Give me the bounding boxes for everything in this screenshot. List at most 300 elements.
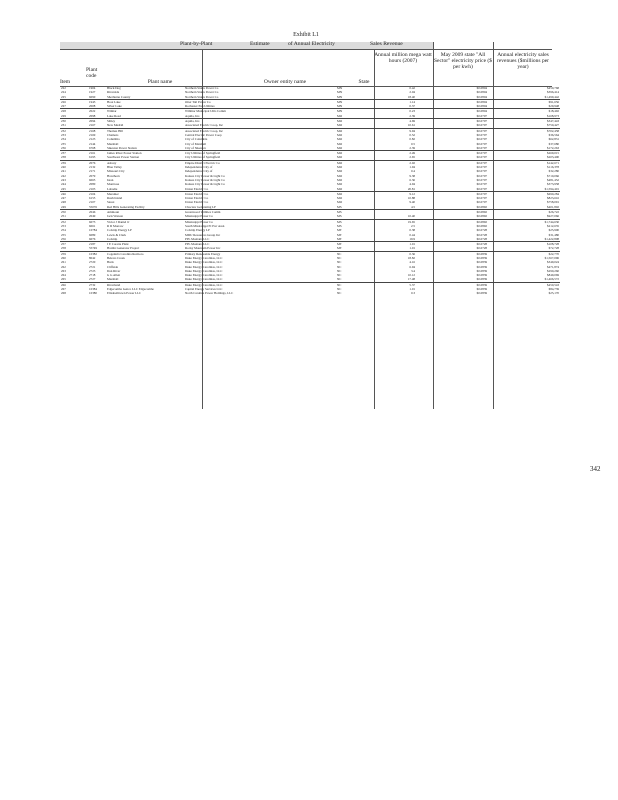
cell-item: 244 (61, 182, 66, 187)
cell-price: $0.0707 (416, 119, 488, 124)
cell-price: $0.0804 (416, 109, 488, 114)
cell-mwh: 0.36 (356, 251, 416, 256)
cell-owner: PPL Montana LLC (185, 236, 210, 241)
cell-owner: Northern States Power Co (185, 94, 219, 99)
cell-price: $0.0728 (476, 246, 487, 251)
cell-plant: New Madrid (107, 123, 124, 128)
cell-rev: $401,802 (547, 204, 559, 209)
cell-code: 2008 (89, 104, 96, 109)
cell-state: MT (337, 228, 342, 233)
cell-mwh: 9.12 (356, 191, 416, 196)
cell-price: $0.0804 (476, 86, 487, 90)
cell-mwh: 10.12 (407, 273, 415, 278)
cell-rev: $25,170 (548, 291, 559, 296)
cell-state: NC (337, 260, 342, 265)
cell-rev: $349,024 (547, 260, 559, 265)
cell-plant: Columbia (107, 137, 120, 142)
cell-state: MO (337, 200, 343, 205)
cell-rev: $450,768 (547, 86, 559, 90)
cell-item: 227 (61, 104, 66, 109)
cell-mwh: 9.38 (409, 173, 415, 178)
cell-rev: $1,422,808 (544, 236, 559, 241)
cell-item: 255 (61, 232, 66, 237)
cell-rev: $1,594,401 (544, 186, 559, 191)
cell-item: 258 (61, 246, 66, 251)
cell-item: 240 (61, 165, 66, 170)
cell-rev: $710,066 (547, 173, 559, 178)
header-revenue: Annual electricity sales revenues ($millions per year) (497, 52, 549, 71)
cell-item: 247 (61, 196, 66, 201)
cell-plant: Buck (107, 260, 114, 265)
cell-rev: $172,263 (547, 145, 559, 150)
cell-state: MO (336, 191, 356, 196)
cell-item: 261 (61, 260, 66, 265)
cell-plant: James River Power Station (106, 151, 184, 156)
cell-state: MO (337, 177, 343, 182)
header-item: Item (60, 79, 71, 85)
cell-price: $0.0728 (476, 232, 487, 237)
cell-item: 238 (61, 155, 66, 160)
cell-mwh: 4.16 (409, 260, 415, 265)
cell-price: $0.0728 (476, 236, 487, 241)
cell-rev: $203,400 (547, 155, 559, 160)
cell-price: $0.0707 (476, 123, 487, 128)
cell-owner: Union Electric Co (185, 200, 209, 205)
cell-plant: Jack Watson (107, 214, 123, 219)
cell-item: 263 (61, 268, 66, 273)
cell-owner: PPL Montana LLC (184, 242, 336, 247)
header-top-rule (60, 49, 552, 50)
cell-code: 6061 (89, 223, 96, 228)
cell-rev: $22,770 (488, 251, 560, 256)
cell-item: 267 (61, 287, 66, 292)
cell-price: $0.0892 (416, 210, 488, 215)
cell-code: 6155 (89, 196, 96, 201)
cell-price: $0.0707 (476, 132, 487, 137)
cell-state: NC (337, 255, 342, 260)
cell-state: MO (337, 196, 343, 201)
cell-price: $0.0707 (476, 173, 487, 178)
cell-code: 1904 (89, 86, 96, 90)
cell-plant: Silver Lake (107, 104, 122, 109)
cell-price: $0.0839 (476, 287, 487, 292)
header-plant-name: Plant name (147, 79, 173, 85)
cell-plant: Edgecombe Genco LLC Edgecombe (107, 287, 154, 292)
cell-plant: Chamois (107, 132, 119, 137)
cell-rev: $108,728 (488, 242, 560, 247)
cell-rev: $72,728 (548, 246, 559, 251)
cell-plant: Marshall (107, 141, 119, 146)
cell-price: $0.0892 (416, 219, 488, 224)
cell-code: 2123 (89, 137, 96, 142)
cell-rev: $1,744,630 (488, 219, 560, 224)
cell-mwh: 1.01 (409, 287, 415, 292)
cell-plant: Hardin Generator Project (107, 246, 140, 251)
cell-plant: Colstrip (107, 236, 118, 241)
cell-plant: Hawthorn (107, 173, 120, 178)
cell-rev: $450,543 (488, 282, 560, 287)
cell-plant: Red Hills Generating Facility (107, 204, 145, 209)
cell-mwh: 18.82 (407, 255, 415, 260)
cell-code: 10384 (89, 287, 97, 292)
cell-price: $0.0707 (416, 160, 488, 165)
cell-state: MO (337, 123, 343, 128)
cell-rev: $26,722 (488, 210, 560, 215)
table-row (60, 291, 560, 295)
cell-code: 2079 (89, 173, 96, 178)
cell-plant: Riverbend (106, 282, 184, 287)
cell-mwh: 2.65 (409, 155, 415, 160)
cell-code: 2132 (89, 165, 96, 170)
cell-item: 243 (61, 177, 66, 182)
cell-rev: $29,948 (548, 104, 559, 109)
cell-code: 2732 (88, 282, 106, 287)
cell-mwh: 0.3 (411, 291, 415, 296)
cell-item: 230 (60, 119, 88, 124)
cell-state: NC (337, 287, 342, 292)
cell-state: MO (336, 119, 356, 124)
cell-mwh: 9.40 (409, 200, 415, 205)
cell-rev: $37,680 (548, 141, 559, 146)
cell-price: $0.0839 (476, 260, 487, 265)
cell-plant: J E Corette Plant (106, 242, 184, 247)
cell-item: 233 (61, 132, 66, 137)
cell-mwh: 10.88 (407, 196, 415, 201)
cell-item: 268 (61, 291, 66, 296)
cell-item: 225 (61, 94, 66, 99)
cell-state: MO (337, 155, 343, 160)
cell-code: 6073 (88, 219, 106, 224)
cell-code: 2727 (89, 277, 96, 282)
cell-plant: Black Dog (107, 86, 121, 90)
cell-mwh: 20.81 (407, 186, 415, 191)
cell-price: $0.0707 (416, 191, 488, 196)
cell-plant: Marshall (107, 277, 119, 282)
cell-code: 2721 (89, 264, 96, 269)
cell-price: $0.0892 (476, 223, 487, 228)
cell-plant: Wilmar (106, 109, 184, 114)
cell-owner: Aquila, Inc. (184, 119, 336, 124)
cell-code: 6768 (89, 145, 96, 150)
cell-state: MN (337, 104, 343, 109)
cell-state: MS (337, 223, 342, 228)
cell-item: 249 (61, 204, 66, 209)
cell-mwh: 0.42 (409, 86, 415, 90)
cell-rev: $1,499,442 (544, 94, 559, 99)
cell-rev: $62,831 (548, 137, 559, 142)
cell-rev: $347,443 (488, 119, 560, 124)
cell-owner: Kansas City Power & Light Co (185, 173, 225, 178)
cell-state: MO (336, 160, 356, 165)
cell-item: 231 (61, 123, 66, 128)
cell-plant: Lewis & Clark (107, 232, 126, 237)
cell-owner: Otter Tail Power Co (184, 99, 336, 104)
cell-rev: $91,656 (488, 99, 560, 104)
cell-mwh: 0.5 (411, 141, 415, 146)
cell-item: 252 (60, 219, 88, 224)
cell-price: $0.0804 (416, 99, 488, 104)
cell-mwh: 0.82 (409, 137, 415, 142)
cell-price: $0.0839 (476, 268, 487, 273)
cell-owner: Union Electric Co (184, 191, 336, 196)
cell-state: MS (337, 204, 342, 209)
cell-price: $0.0707 (476, 169, 487, 174)
cell-price: $0.0839 (416, 251, 488, 256)
cell-mwh: 2.02 (356, 160, 416, 165)
cell-code: 2187 (88, 242, 106, 247)
cell-code: 2049 (89, 214, 96, 219)
cell-code: 55076 (89, 204, 97, 209)
cell-item: 266 (60, 282, 88, 287)
cell-plant: Sikeston Power Station (107, 145, 137, 150)
cell-owner: Rochester Pub Utilities (185, 104, 215, 109)
cell-price: $0.0804 (476, 94, 487, 99)
cell-code: 2076 (88, 160, 106, 165)
cell-code: 2144 (89, 141, 96, 146)
cell-rev: $84,739 (548, 287, 559, 292)
cell-rev: $269,015 (488, 151, 560, 156)
cell-item: 257 (60, 242, 88, 247)
cell-owner: Colstrip Energy LP (185, 228, 210, 233)
cell-plant: Riverside (107, 90, 120, 95)
cell-owner: Union Electric Co (185, 196, 209, 201)
cell-owner: City of Marshall (185, 141, 207, 146)
cell-mwh: 2.04 (409, 90, 415, 95)
cell-state: MS (336, 210, 356, 215)
cell-mwh: 3.4 (411, 268, 415, 273)
header-owner: Owner entity name (263, 79, 307, 85)
cell-mwh: 0.4 (411, 169, 415, 174)
cell-mwh: 2.39 (409, 145, 415, 150)
cell-owner: Independence City of (185, 165, 213, 170)
cell-owner: Duke Energy Carolinas, LLC (185, 260, 223, 265)
cell-owner: Empire District Electric Co (184, 160, 336, 165)
cell-code: 2718 (89, 273, 96, 278)
cell-mwh: 17.48 (407, 277, 415, 282)
cell-state: NC (336, 251, 356, 256)
cell-owner: Aquila, Inc. (185, 113, 201, 118)
cell-owner: Kansas City Power & Light Co (185, 177, 225, 182)
cell-rev: $1,466,572 (544, 277, 559, 282)
cell-price: $0.0707 (476, 141, 487, 146)
cell-price: $0.0707 (476, 196, 487, 201)
cell-state: MO (336, 151, 356, 156)
cell-price: $0.0839 (476, 264, 487, 269)
cell-owner: City of Sikeston (185, 145, 206, 150)
cell-code: 2098 (89, 113, 96, 118)
subtitle-part: Plant-by-Plant (180, 41, 213, 47)
exhibit-title: Exhibit L1 (293, 32, 319, 38)
cell-plant: Blue Valley (107, 165, 122, 170)
cell-rev: $758,091 (547, 200, 559, 205)
cell-rev: $823,616 (547, 196, 559, 201)
cell-plant: Ammoun (106, 210, 184, 215)
cell-owner: Northern States Power Co (185, 90, 219, 95)
cell-item: 256 (61, 236, 66, 241)
cell-item: 253 (61, 223, 66, 228)
cell-state: MO (337, 173, 343, 178)
cell-rev: $18,492 (488, 109, 560, 114)
cell-mwh: 19.9 (409, 236, 415, 241)
cell-owner: City of Columbia (185, 137, 208, 142)
cell-rev: $32,280 (548, 169, 559, 174)
cell-owner: Choctaw Generating LP (185, 204, 216, 209)
cell-rev: $471,874 (547, 264, 559, 269)
cell-code: 55749 (89, 246, 97, 251)
cell-code: 2723 (89, 268, 96, 273)
cell-rev: $25,900 (548, 228, 559, 233)
cell-item: 237 (60, 151, 88, 156)
cell-owner: Rocky Mountain Power Inc (185, 246, 221, 251)
cell-state: MO (337, 169, 343, 174)
cell-code: 2104 (88, 191, 106, 196)
cell-plant: R D Morrow (107, 223, 124, 228)
cell-rev: $750,427 (547, 123, 559, 128)
cell-plant: Meramec (106, 191, 184, 196)
cell-code: 10382 (88, 251, 106, 256)
cell-rev: $373,958 (547, 182, 559, 187)
cell-price: $0.0728 (416, 242, 488, 247)
cell-price: $0.0707 (476, 186, 487, 191)
cell-item: 235 (61, 141, 66, 146)
cell-item: 242 (61, 173, 66, 178)
cell-owner: Duke Energy Carolinas, LLC (185, 268, 223, 273)
cell-owner: Primary Renewable Energy (184, 251, 336, 256)
cell-owner: Independence City of (185, 169, 213, 174)
cell-code: 1927 (89, 90, 96, 95)
cell-item: 229 (61, 113, 66, 118)
cell-price: $0.0804 (476, 90, 487, 95)
cell-mwh: 0.52 (409, 132, 415, 137)
cell-mwh: 5.37 (356, 282, 416, 287)
cell-plant: Cliffside (107, 264, 119, 269)
cell-state: MN (337, 90, 343, 95)
cell-plant: Sherburne County (107, 94, 131, 99)
cell-plant: Labadie (107, 186, 118, 191)
cell-plant: Hoot Lake (106, 99, 184, 104)
cell-state: MT (336, 242, 356, 247)
cell-owner: Mississippi Power Co (185, 214, 213, 219)
cell-price: $0.0839 (476, 273, 487, 278)
cell-owner: Kansas City Power & Light Co (185, 182, 225, 187)
cell-item: 224 (61, 90, 66, 95)
cell-rev: $702,458 (488, 128, 560, 133)
cell-rev: $396,414 (547, 90, 559, 95)
cell-owner: City Utilities of Springfield (185, 155, 221, 160)
cell-mwh: 6.94 (409, 264, 415, 269)
cell-price: $0.0707 (476, 137, 487, 142)
cell-plant: Iatan (107, 177, 114, 182)
cell-plant: Sibley (106, 119, 184, 124)
cell-code: 6090 (89, 94, 96, 99)
cell-state: MT (337, 246, 342, 251)
cell-price: $0.0707 (476, 182, 487, 187)
cell-mwh: 4.5 (411, 204, 415, 209)
cell-rev: $31,480 (548, 232, 559, 237)
cell-state: NC (337, 273, 342, 278)
cell-price: $0.0707 (476, 177, 487, 182)
cell-price: $0.0892 (476, 204, 487, 209)
cell-mwh: 2.39 (409, 113, 415, 118)
cell-item: 232 (60, 128, 88, 133)
cell-owner: Duke Energy Carolinas, LLC (185, 264, 223, 269)
cell-owner: Duke Energy Carolinas, LLC (184, 282, 336, 287)
cell-rev: $481,452 (547, 177, 559, 182)
header-mwh: Annual million mega watt hours (2007) (374, 52, 432, 65)
cell-code: 2169 (89, 132, 96, 137)
cell-rev: $116,378 (547, 165, 559, 170)
cell-rev: $142,671 (488, 160, 560, 165)
cell-state: NC (337, 264, 342, 269)
cell-plant: Lake Road (107, 113, 121, 118)
cell-rev: $849,069 (547, 273, 559, 278)
cell-item: 236 (61, 145, 66, 150)
cell-price: $0.0892 (476, 214, 487, 219)
cell-owner: North Carolina Power Holdings, LLC (185, 291, 234, 296)
cell-plant: Southwest Power Station (107, 155, 140, 160)
cell-item: 248 (61, 200, 66, 205)
cell-rev: $1,567,096 (544, 255, 559, 260)
cell-state: MN (337, 94, 343, 99)
cell-price: $0.0707 (476, 155, 487, 160)
subtitle-part: Sales Revenue (370, 41, 403, 47)
cell-state: MN (336, 99, 356, 104)
cell-state: MO (336, 128, 356, 133)
cell-owner: Capital Energy Services LLC (185, 287, 223, 292)
cell-mwh: 4.69 (356, 119, 416, 124)
cell-state: MO (337, 165, 343, 170)
cell-state: MS (337, 214, 342, 219)
cell-code: 2167 (89, 123, 96, 128)
cell-item: 254 (61, 228, 66, 233)
cell-item: 251 (61, 214, 66, 219)
cell-state: MO (337, 137, 343, 142)
cell-owner: Associated Electric Coop, Inc (184, 128, 336, 133)
cell-state: MO (337, 145, 343, 150)
cell-rev: $168,973 (547, 113, 559, 118)
cell-code: 2080 (89, 182, 96, 187)
cell-state: MO (337, 113, 343, 118)
cell-mwh: 18.40 (407, 94, 415, 99)
cell-plant: Victor J Daniel Jr (106, 219, 184, 224)
cell-rev: $212,635 (547, 223, 559, 228)
cell-mwh: 0.37 (409, 104, 415, 109)
cell-code: 1943 (88, 99, 106, 104)
cell-item: 265 (61, 277, 66, 282)
cell-item: 260 (61, 255, 66, 260)
cell-mwh: 4.94 (409, 182, 415, 187)
cell-mwh: 9.94 (356, 128, 416, 133)
cell-mwh: 2.5 (411, 223, 415, 228)
cell-price: $0.0839 (476, 255, 487, 260)
cell-mwh: 1.14 (356, 99, 416, 104)
cell-owner: Duke Energy Carolinas, LLC (185, 273, 223, 278)
cell-item: 222 (61, 86, 66, 90)
cell-owner: Willmar Municipal Utils Comm (184, 109, 336, 114)
cell-price: $0.0707 (476, 200, 487, 205)
subtitle-part: Estimate (250, 41, 270, 47)
cell-item: 264 (61, 273, 66, 278)
cell-item: 234 (61, 137, 66, 142)
cell-price: $0.0707 (476, 145, 487, 150)
cell-item: 241 (61, 169, 66, 174)
header-plant-code: Plant code (86, 67, 98, 80)
cell-code: 2094 (88, 119, 106, 124)
cell-rev: $690,284 (488, 191, 560, 196)
cell-state: MT (337, 232, 342, 237)
cell-owner: Northern States Power Co (185, 86, 219, 90)
cell-item: 239 (60, 160, 88, 165)
